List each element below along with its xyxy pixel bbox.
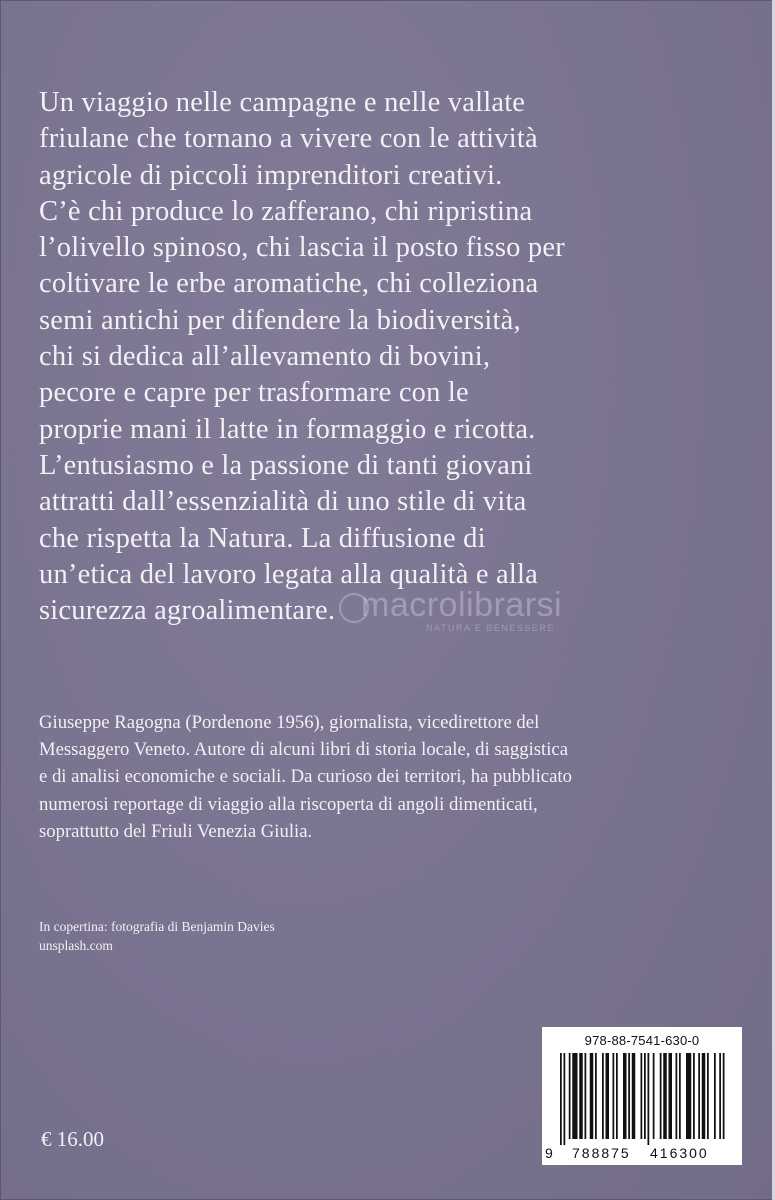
blurb-line: friulane che tornano a vivere con le attività	[39, 123, 538, 155]
barcode-bar	[660, 1053, 662, 1139]
price: € 16.00	[41, 1127, 104, 1151]
barcode-digit-first: 9	[545, 1145, 555, 1161]
blurb-line: un’etica del lavoro legata alla qualità e alla	[39, 558, 538, 590]
watermark-text: macrolibrarsi	[361, 586, 563, 624]
barcode-bar	[569, 1053, 571, 1139]
barcode-bar	[606, 1053, 610, 1139]
barcode-bar	[590, 1053, 594, 1139]
barcode-bar	[676, 1053, 678, 1139]
barcode-bar	[579, 1053, 583, 1139]
barcode-bar	[560, 1053, 562, 1145]
cover-photo-credit	[39, 917, 275, 955]
barcode-bar	[707, 1053, 709, 1139]
watermark-subtext: NATURA E BENESSERE	[426, 623, 555, 633]
barcode-bar	[644, 1053, 646, 1139]
blurb-line: C’è chi produce lo zafferano, chi ripristina	[39, 195, 533, 227]
barcode-bar	[585, 1053, 587, 1139]
barcode-digits-left: 788875	[572, 1145, 631, 1161]
blurb-line: pecore e capre per trasformare con le	[39, 377, 469, 409]
barcode-bar	[641, 1053, 643, 1139]
blurb-line: semi antichi per difendere la biodiversità,	[39, 304, 521, 336]
barcode-bar	[669, 1053, 673, 1139]
bio-line: e di analisi economiche e sociali. Da curioso dei territori, ha pubblicato	[39, 766, 572, 788]
barcode-digits-right: 416300	[650, 1145, 709, 1161]
barcode-bar	[693, 1053, 695, 1139]
credit-line: In copertina: fotografia di Benjamin Davies	[39, 919, 275, 934]
blurb-line: l’olivello spinoso, chi lascia il posto fisso per	[39, 232, 565, 264]
barcode-bar	[616, 1053, 618, 1139]
barcode-bar	[564, 1053, 566, 1145]
barcode-bar	[679, 1053, 681, 1139]
author-bio	[39, 709, 751, 845]
blurb-line: proprie mani il latte in formaggio e ricotta.	[39, 413, 536, 445]
blurb-line: L’entusiasmo e la passione di tanti giovani	[39, 449, 533, 481]
bio-line: numerosi reportage di viaggio alla riscoperta di angoli dimenticati,	[39, 793, 538, 815]
blurb-line: sicurezza agroalimentare.	[39, 595, 336, 627]
barcode-bar	[702, 1053, 706, 1139]
barcode-bar	[595, 1053, 597, 1139]
barcode-bar	[572, 1053, 577, 1139]
barcode-bars	[556, 1053, 728, 1145]
barcode-bar	[719, 1053, 721, 1139]
isbn-barcode	[542, 1027, 742, 1165]
barcode-bar	[653, 1053, 655, 1139]
barcode-bar	[714, 1053, 716, 1139]
barcode-bar	[648, 1053, 650, 1145]
barcode-bar	[602, 1053, 604, 1139]
bio-line: Messaggero Veneto. Autore di alcuni libri di storia locale, di saggistica	[39, 739, 569, 761]
barcode-bar	[613, 1053, 615, 1139]
blurb-line: Un viaggio nelle campagne e nelle vallate	[39, 87, 526, 118]
barcode-bar	[623, 1053, 627, 1139]
blurb-line: che rispetta la Natura. La diffusione di	[39, 522, 486, 554]
barcode-bar	[632, 1053, 636, 1139]
blurb-line: agricole di piccoli imprenditori creativi.	[39, 159, 503, 191]
barcode-bar	[698, 1053, 700, 1139]
barcode-bar	[663, 1053, 667, 1139]
barcode-bar	[628, 1053, 630, 1139]
blurb-line: chi si dedica all’allevamento di bovini,	[39, 341, 491, 373]
isbn-number: 978-88-7541-630-0	[584, 1033, 700, 1048]
blurb-text	[39, 85, 759, 629]
credit-source: unsplash.com	[39, 938, 113, 953]
barcode-bar	[723, 1053, 725, 1139]
bio-line: soprattutto del Friuli Venezia Giulia.	[39, 820, 313, 842]
blurb-line: attratti dall’essenzialità di uno stile di vita	[39, 486, 527, 518]
blurb-line: coltivare le erbe aromatiche, chi colleziona	[39, 268, 539, 300]
bio-line: Giuseppe Ragogna (Pordenone 1956), giornalista, vicedirettore del	[39, 712, 540, 733]
barcode-bar	[686, 1053, 691, 1139]
